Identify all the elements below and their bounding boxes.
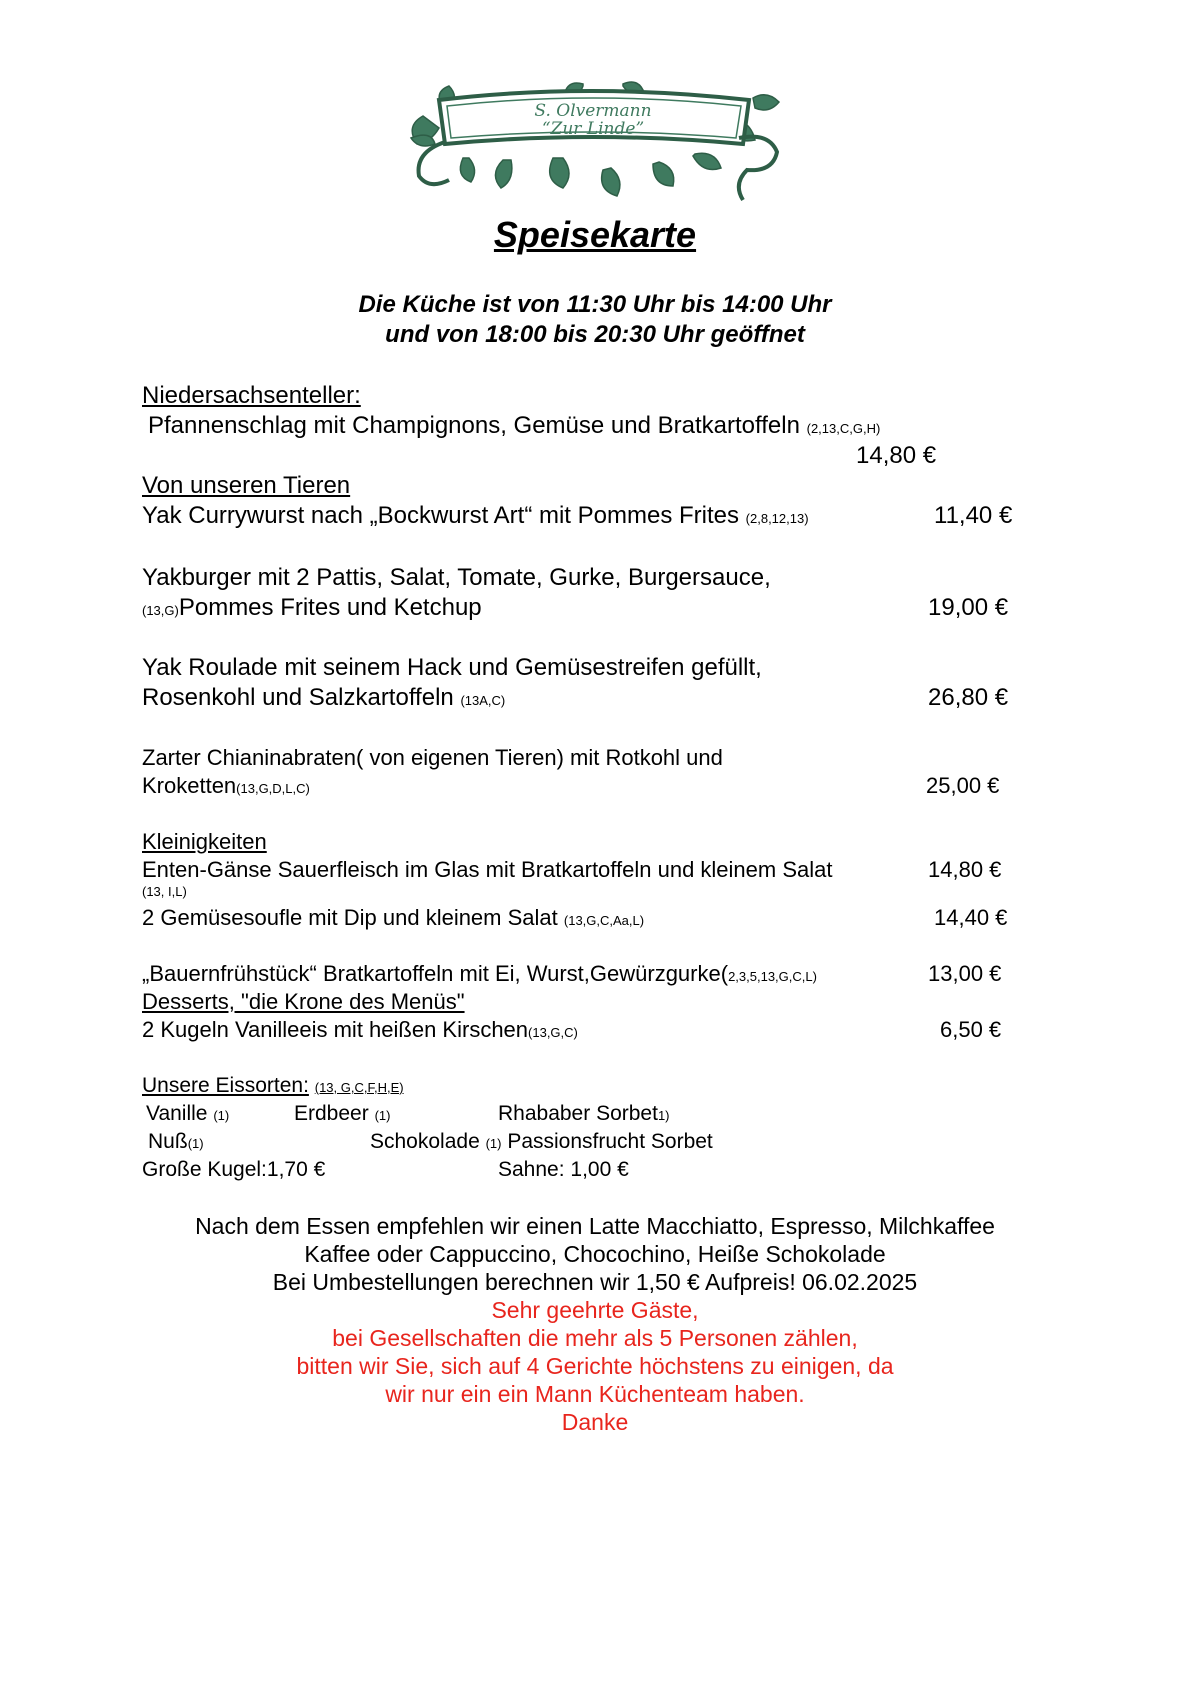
hours-line-2: und von 18:00 bis 20:30 Uhr geöffnet (385, 321, 805, 348)
notice-line-4: wir nur ein ein Mann Küchenteam haben. (385, 1381, 805, 1407)
notice-line-2: bei Gesellschaften die mehr als 5 Personen zählen, (332, 1325, 858, 1351)
allergen-codes: (13, G,C,F,H,E) (314, 1080, 404, 1095)
menu-item-niedersachsen (148, 412, 880, 443)
menu-item-burger-line2 (142, 594, 482, 625)
price-grosse-kugel: Große Kugel:1,70 € (142, 1158, 326, 1181)
hours-line-1: Die Küche ist von 11:30 Uhr bis 14:00 Uhr (358, 291, 832, 318)
menu-item-currywurst (142, 502, 809, 533)
logo-name: S. Olvermann (534, 101, 652, 121)
footer-coffee-line-1: Nach dem Essen empfehlen wir einen Latte Macchiatto, Espresso, Milchkaffee (195, 1213, 995, 1239)
menu-item-souffle (142, 904, 644, 935)
section-eissorten-heading (142, 1072, 404, 1102)
price-sahne: Sahne: 1,00 € (498, 1158, 629, 1181)
section-heading-kleinigkeiten: Kleinigkeiten (142, 829, 267, 854)
allergen-codes: (13,G,D,L,C) (236, 781, 310, 796)
page-title: Speisekarte (493, 214, 697, 255)
section-heading-tieren: Von unseren Tieren (142, 472, 351, 499)
item-text: Kroketten (142, 773, 237, 798)
price-burger: 19,00 € (928, 594, 1009, 621)
item-text: „Bauernfrühstück“ Bratkartoffeln mit Ei, Wurst,Gewürzgurke( (142, 961, 729, 986)
ice-vanille: Vanille (1) (146, 1102, 230, 1125)
price-souffle: 14,40 € (934, 905, 1008, 930)
notice-line-1: Sehr geehrte Gäste, (491, 1297, 699, 1323)
item-text: Yak Currywurst nach „Bockwurst Art“ mit Pommes Frites (142, 502, 739, 529)
price-bauernfruehstueck: 13,00 € (928, 961, 1002, 986)
footer-coffee-line-2: Kaffee oder Cappuccino, Chocochino, Heiße Schokolade (304, 1241, 886, 1267)
allergen-codes: (13,G,C,Aa,L) (563, 913, 645, 928)
item-text: Rosenkohl und Salzkartoffeln (142, 684, 454, 711)
section-heading-eissorten: Unsere Eissorten: (142, 1074, 309, 1097)
menu-item-sauerfleisch: Enten-Gänse Sauerfleisch im Glas mit Bratkartoffeln und kleinem Salat (142, 857, 833, 882)
ice-rhababer: Rhababer Sorbet1) (498, 1102, 670, 1125)
notice-line-5: Danke (561, 1409, 629, 1435)
item-text: Pommes Frites und Ketchup (178, 594, 482, 621)
notice-line-3: bitten wir Sie, sich auf 4 Gerichte höchstens zu einigen, da (296, 1353, 894, 1379)
price-vanilleeis: 6,50 € (940, 1017, 1002, 1042)
ice-passionsfrucht: Passionsfrucht Sorbet (507, 1130, 713, 1153)
ice-nuss: Nuß(1) (148, 1130, 204, 1153)
item-text: 2 Gemüsesoufle mit Dip und kleinem Salat (142, 905, 558, 930)
ice-schokolade: Schokolade (1) Passionsfrucht Sorbet (370, 1130, 713, 1153)
menu-item-braten-line1: Zarter Chianinabraten( von eigenen Tieren) mit Rotkohl und (142, 745, 723, 770)
menu-item-roulade-line2 (142, 684, 505, 715)
allergen-codes-sauerfleisch: (13, I,L) (142, 884, 187, 899)
allergen-codes: (13,G,C) (528, 1025, 578, 1040)
allergen-codes: (13A,C) (460, 693, 506, 708)
price-braten: 25,00 € (926, 773, 1000, 798)
price-roulade: 26,80 € (928, 684, 1009, 711)
section-heading-niedersachsen: Niedersachsenteller: (142, 382, 361, 409)
section-heading-desserts: Desserts, "die Krone des Menüs" (142, 989, 465, 1014)
price-currywurst: 11,40 € (934, 502, 1013, 529)
menu-item-vanilleeis (142, 1016, 578, 1047)
price-niedersachsen: 14,80 € (856, 442, 937, 469)
price-sauerfleisch: 14,80 € (928, 857, 1002, 882)
restaurant-logo (403, 78, 791, 208)
footer-surcharge-note: Bei Umbestellungen berechnen wir 1,50 € Aufpreis! 06.02.2025 (272, 1269, 918, 1295)
logo-subname: “Zur Linde” (541, 119, 645, 139)
menu-item-braten-line2 (142, 772, 310, 803)
allergen-codes: (2,13,C,G,H) (806, 421, 881, 436)
menu-item-bauernfruehstueck (142, 960, 817, 991)
menu-item-roulade-line1: Yak Roulade mit seinem Hack und Gemüsestreifen gefüllt, (142, 654, 762, 681)
allergen-codes: (13,G) (142, 603, 179, 618)
ice-erdbeer: Erdbeer (1) (294, 1102, 391, 1125)
allergen-codes: (2,8,12,13) (745, 511, 809, 526)
item-text: 2 Kugeln Vanilleeis mit heißen Kirschen (142, 1017, 529, 1042)
item-text: Pfannenschlag mit Champignons, Gemüse und Bratkartoffeln (148, 412, 800, 439)
menu-item-burger-line1: Yakburger mit 2 Pattis, Salat, Tomate, Gurke, Burgersauce, (142, 564, 771, 591)
allergen-codes: 2,3,5,13,G,C,L) (728, 969, 817, 984)
